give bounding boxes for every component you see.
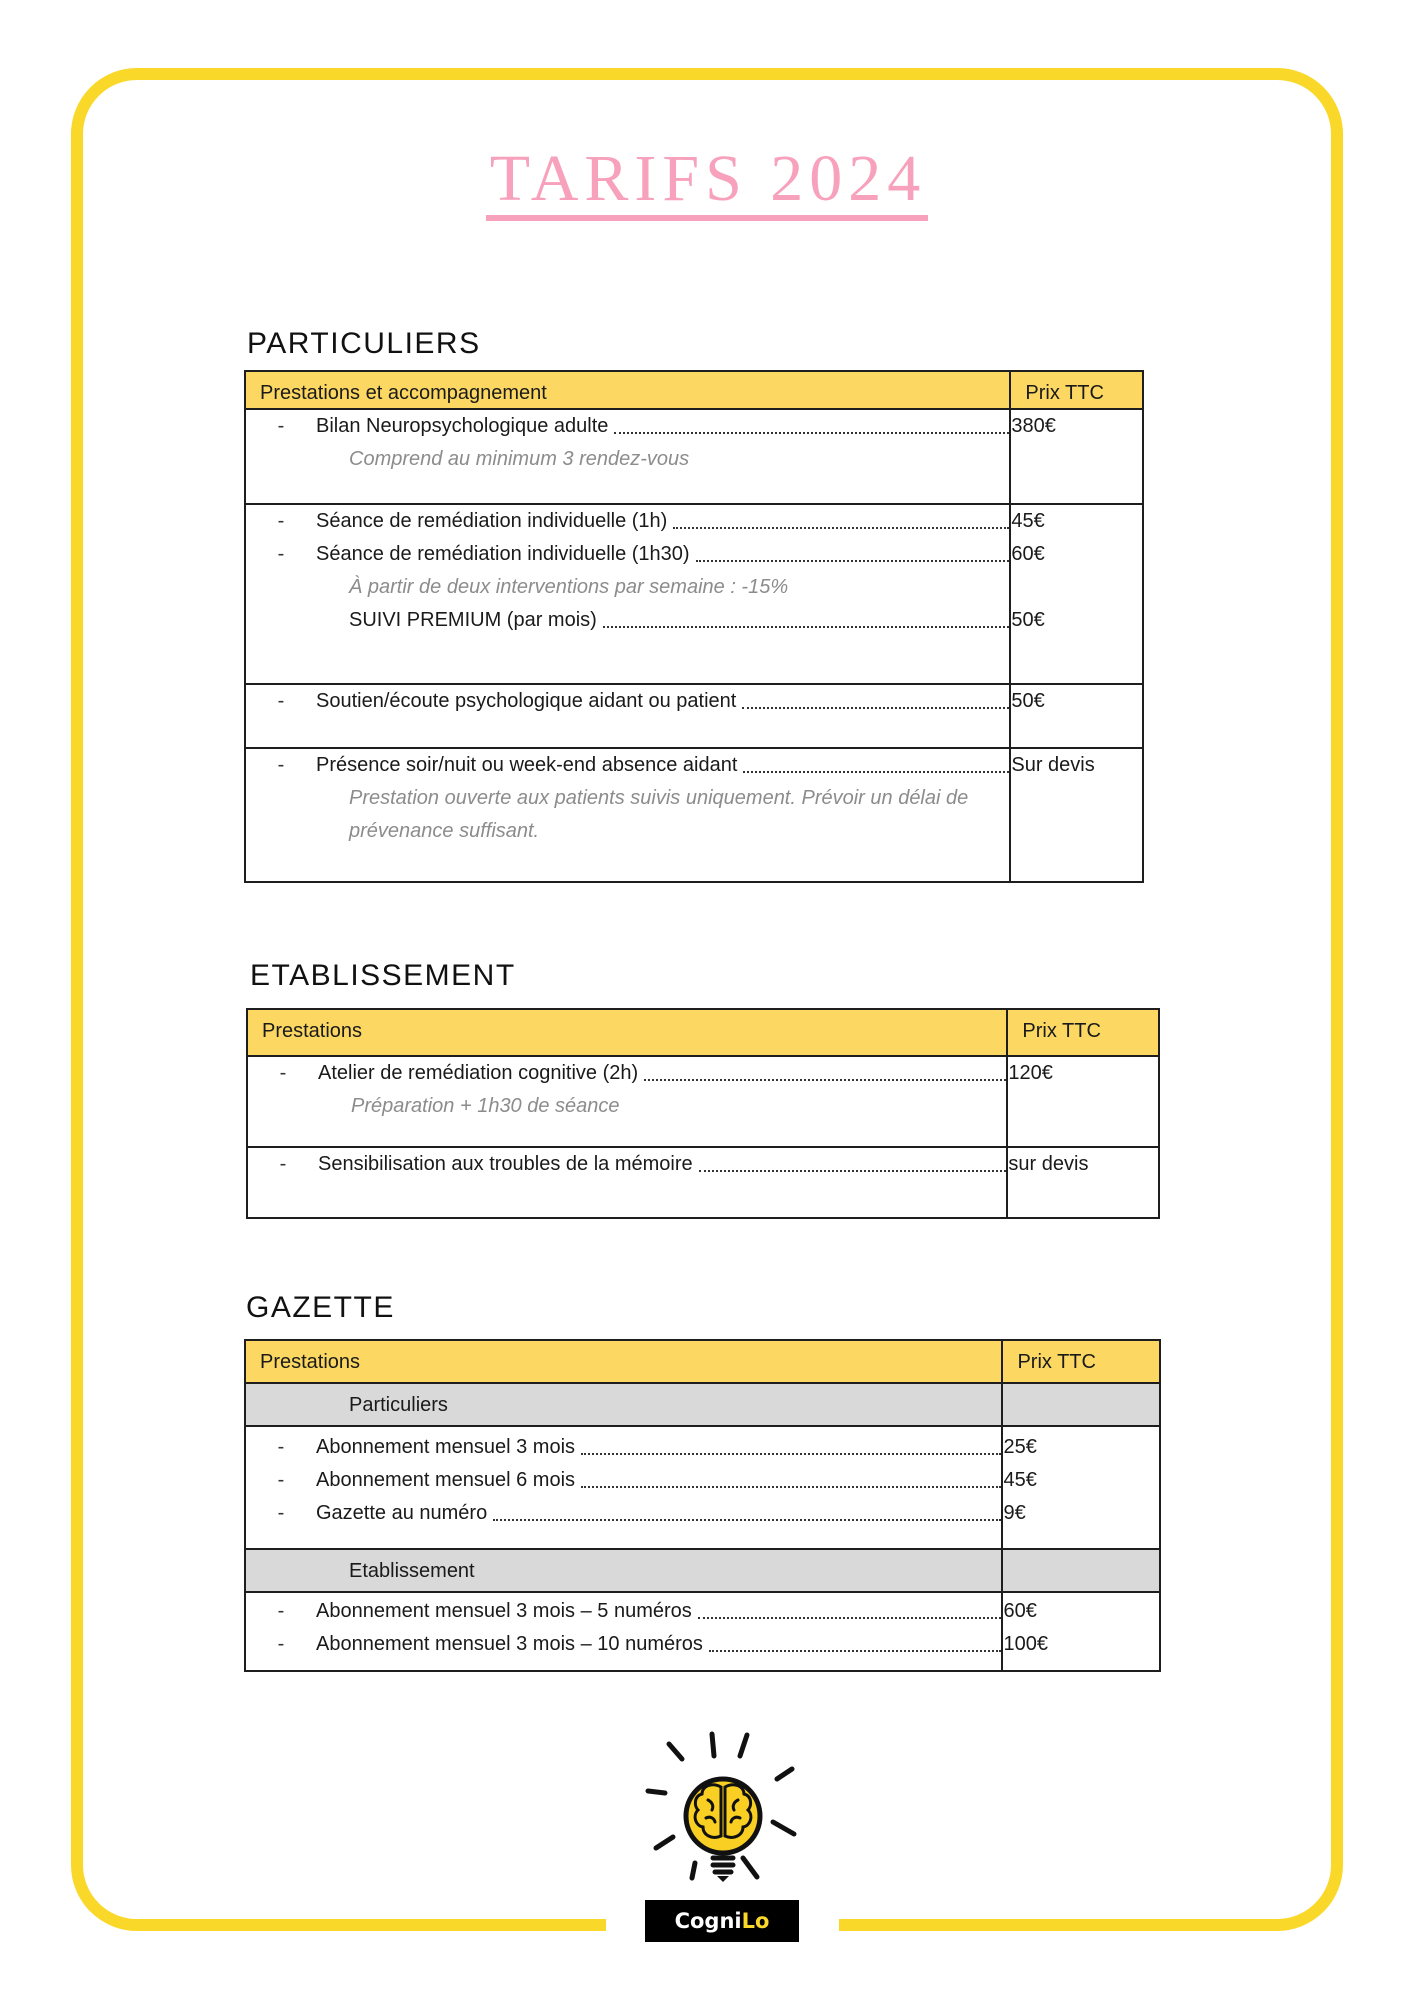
bullet-dash: - bbox=[277, 1436, 285, 1458]
item-label: Séance de remédiation individuelle (1h30) bbox=[316, 543, 690, 565]
bullet-dash: - bbox=[279, 1062, 287, 1084]
row-description bbox=[245, 1426, 1002, 1549]
row-price bbox=[1002, 1592, 1160, 1671]
row-description bbox=[245, 684, 1010, 748]
price-line-item bbox=[246, 1595, 1001, 1628]
section-heading-etablissement: ETABLISSEMENT bbox=[250, 959, 516, 992]
table-row bbox=[245, 1592, 1160, 1671]
row-price bbox=[1007, 1056, 1159, 1147]
table-header-row bbox=[245, 371, 1143, 409]
item-label: Abonnement mensuel 3 mois – 10 numéros bbox=[316, 1633, 703, 1655]
dot-leader bbox=[603, 625, 1010, 628]
item-price: 60€ bbox=[1011, 543, 1045, 565]
section-heading-gazette: GAZETTE bbox=[246, 1291, 395, 1324]
dot-leader bbox=[673, 526, 1009, 529]
table-row bbox=[245, 409, 1143, 504]
column-header-prestations: Prestations bbox=[245, 1340, 1002, 1383]
group-row-etablissement bbox=[245, 1549, 1160, 1592]
row-description bbox=[245, 504, 1010, 684]
row-price bbox=[1010, 748, 1143, 882]
bullet-dash: - bbox=[279, 1153, 287, 1175]
item-label: Bilan Neuropsychologique adulte bbox=[316, 415, 609, 437]
item-note: Comprend au minimum 3 rendez-vous bbox=[349, 448, 690, 470]
item-label: Atelier de remédiation cognitive (2h) bbox=[318, 1062, 639, 1084]
row-price bbox=[1010, 684, 1143, 748]
group-price-empty bbox=[1002, 1383, 1160, 1426]
table-row bbox=[245, 748, 1143, 882]
price-line-item bbox=[246, 410, 1009, 443]
column-header-prestations: Prestations bbox=[247, 1009, 1007, 1056]
price-line-item bbox=[246, 505, 1009, 538]
item-price: 45€ bbox=[1003, 1469, 1037, 1491]
price-line-item bbox=[246, 1431, 1001, 1464]
row-description bbox=[245, 409, 1010, 504]
dot-leader bbox=[699, 1169, 1007, 1172]
dot-leader bbox=[709, 1649, 1002, 1652]
table-etablissement bbox=[246, 1008, 1160, 1219]
item-label: Gazette au numéro bbox=[316, 1502, 488, 1524]
ray bbox=[669, 1744, 682, 1759]
page-title bbox=[0, 136, 1414, 221]
item-label: Abonnement mensuel 6 mois bbox=[316, 1469, 576, 1491]
brand-name-accent: Lo bbox=[741, 1909, 770, 1933]
row-price bbox=[1007, 1147, 1159, 1218]
row-price bbox=[1002, 1426, 1160, 1549]
row-description bbox=[245, 748, 1010, 882]
row-description bbox=[247, 1056, 1007, 1147]
price-line-item bbox=[248, 1057, 1006, 1090]
table-header-row bbox=[245, 1340, 1160, 1383]
price-line-item bbox=[246, 685, 1009, 718]
dot-leader bbox=[698, 1616, 1002, 1619]
item-note: Préparation + 1h30 de séance bbox=[351, 1095, 620, 1117]
bulb-base bbox=[713, 1858, 733, 1872]
column-header-prix: Prix TTC bbox=[1002, 1340, 1160, 1383]
table-row bbox=[245, 1426, 1160, 1549]
ray bbox=[712, 1734, 714, 1756]
dot-leader bbox=[581, 1452, 1001, 1455]
price-spacer bbox=[1011, 571, 1142, 604]
item-note: À partir de deux interventions par semaine : -15% bbox=[349, 576, 789, 598]
item-price: 25€ bbox=[1003, 1436, 1037, 1458]
item-label: Séance de remédiation individuelle (1h) bbox=[316, 510, 668, 532]
table-gazette bbox=[244, 1339, 1161, 1672]
bullet-dash: - bbox=[277, 1469, 285, 1491]
bullet-dash: - bbox=[277, 1600, 285, 1622]
table-row bbox=[247, 1056, 1159, 1147]
item-price: Sur devis bbox=[1011, 754, 1095, 776]
row-description bbox=[247, 1147, 1007, 1218]
price-line-item bbox=[246, 538, 1009, 571]
row-description bbox=[245, 1592, 1002, 1671]
item-price: 50€ bbox=[1011, 609, 1045, 631]
bullet-dash: - bbox=[277, 1633, 285, 1655]
item-label: Sensibilisation aux troubles de la mémoire bbox=[318, 1153, 693, 1175]
bullet-dash: - bbox=[277, 543, 285, 565]
row-price bbox=[1010, 504, 1143, 684]
bullet-dash: - bbox=[277, 1502, 285, 1524]
column-header-prix: Prix TTC bbox=[1007, 1009, 1159, 1056]
item-note: Prestation ouverte aux patients suivis uniquement. Prévoir un délai de prévenance suffisant. bbox=[349, 787, 969, 842]
item-price: 45€ bbox=[1011, 510, 1045, 532]
bullet-dash: - bbox=[277, 510, 285, 532]
column-header-prestations: Prestations et accompagnement bbox=[245, 371, 1010, 409]
brand-name-part2: Care bbox=[694, 1951, 750, 1975]
group-price-empty bbox=[1002, 1549, 1160, 1592]
bulb-glass bbox=[686, 1779, 760, 1853]
brand-name bbox=[645, 1900, 799, 1975]
item-price: sur devis bbox=[1008, 1153, 1089, 1175]
price-line-item bbox=[248, 1148, 1006, 1181]
item-price: 60€ bbox=[1003, 1600, 1037, 1622]
dot-leader bbox=[743, 770, 1009, 773]
page-title-text: TARIFS 2024 bbox=[486, 143, 929, 221]
dot-leader bbox=[493, 1518, 1001, 1521]
item-label: Abonnement mensuel 3 mois bbox=[316, 1436, 576, 1458]
price-line-item bbox=[246, 1497, 1001, 1530]
item-price: 50€ bbox=[1011, 690, 1045, 712]
table-row bbox=[247, 1147, 1159, 1218]
bullet-dash: - bbox=[277, 690, 285, 712]
item-label: Abonnement mensuel 3 mois – 5 numéros bbox=[316, 1600, 692, 1622]
item-label: SUIVI PREMIUM (par mois) bbox=[349, 609, 597, 631]
brand-name-part1: Cogni bbox=[674, 1909, 742, 1933]
bullet-dash: - bbox=[277, 415, 285, 437]
table-row bbox=[245, 684, 1143, 748]
section-heading-particuliers: PARTICULIERS bbox=[247, 327, 481, 360]
price-line-item bbox=[246, 1628, 1001, 1661]
price-line-item bbox=[246, 749, 1009, 782]
ray bbox=[740, 1735, 747, 1756]
item-price: 100€ bbox=[1003, 1633, 1048, 1655]
item-price: 380€ bbox=[1011, 415, 1056, 437]
dot-leader bbox=[644, 1078, 1006, 1081]
group-label: Etablissement bbox=[245, 1549, 1002, 1592]
item-price: 9€ bbox=[1003, 1502, 1026, 1524]
base-tip bbox=[717, 1876, 729, 1882]
dot-leader bbox=[581, 1485, 1001, 1488]
table-row bbox=[245, 504, 1143, 684]
group-row-particuliers bbox=[245, 1383, 1160, 1426]
ray bbox=[773, 1822, 794, 1834]
column-header-prix: Prix TTC bbox=[1010, 371, 1143, 409]
bullet-dash: - bbox=[277, 754, 285, 776]
price-line-item bbox=[246, 604, 1009, 637]
ray bbox=[692, 1863, 695, 1878]
dot-leader bbox=[614, 431, 1009, 434]
ray bbox=[648, 1791, 665, 1793]
row-price bbox=[1010, 409, 1143, 504]
dot-leader bbox=[696, 559, 1010, 562]
ray bbox=[743, 1858, 757, 1877]
item-label: Soutien/écoute psychologique aidant ou patient bbox=[316, 690, 737, 712]
item-price: 120€ bbox=[1008, 1062, 1053, 1084]
price-line-item bbox=[246, 1464, 1001, 1497]
group-label: Particuliers bbox=[245, 1383, 1002, 1426]
dot-leader bbox=[742, 706, 1009, 709]
item-label: Présence soir/nuit ou week-end absence aidant bbox=[316, 754, 738, 776]
table-particuliers bbox=[244, 370, 1144, 883]
ray bbox=[777, 1769, 792, 1779]
table-header-row bbox=[247, 1009, 1159, 1056]
ray bbox=[656, 1837, 673, 1848]
